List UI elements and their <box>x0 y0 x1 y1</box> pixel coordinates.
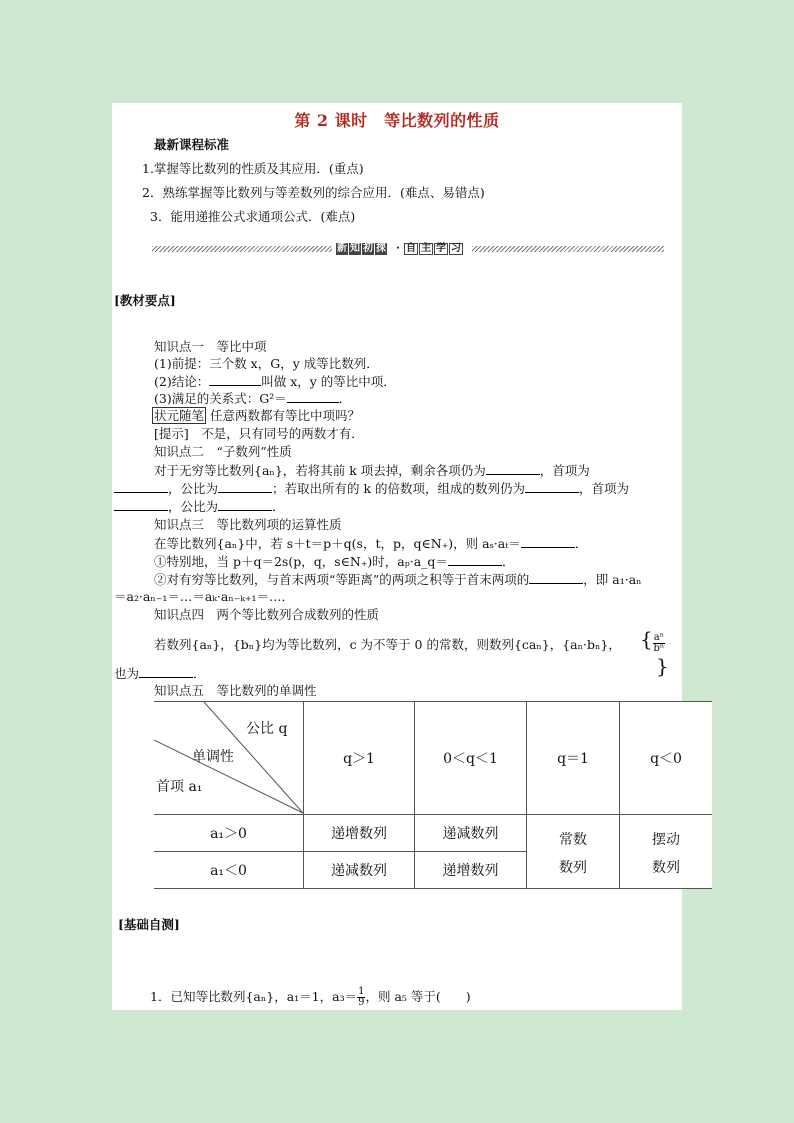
k3-line1: 在等比数列{aₙ}中，若 s＋t＝p＋q(s，t，p，q∈N₊)，则 aₛ·aₜ＝ ． <box>154 536 588 551</box>
k2-line2: ，公比为 ；若取出所有的 k 的倍数项，组成的数列仍为 ，首项为 <box>114 480 629 497</box>
answer-blank[interactable] <box>218 480 272 493</box>
k2-title: 知识点二 “子数列”性质 <box>154 444 292 459</box>
section-banner: 新 知 初 探 · 自 主 学 习 <box>152 243 664 255</box>
header-q-lt-0: q＜0 <box>650 751 682 767</box>
question-1: 1．已知等比数列{aₙ}，a₁＝1，a₃＝ $\frac{1}{9}$ ，则 a₅ 等于( ) <box>150 986 471 1008</box>
k1-line3: (3)满足的关系式：G²＝ ． <box>154 391 352 406</box>
corner-first-term-label: 首项 a₁ <box>156 779 203 795</box>
section-heading-materials: [教材要点] <box>114 293 176 308</box>
k1-line2: (2)结论： 叫做 x，y 的等比中项． <box>154 374 396 389</box>
tip-badge: 状元随笔 <box>154 408 205 423</box>
answer-blank[interactable] <box>486 462 540 475</box>
standard-item-2: 2．熟练掌握等比数列与等差数列的综合应用．(难点、易错点) <box>142 185 485 200</box>
standard-item-1: 1.掌握等比数列的性质及其应用．(重点) <box>142 161 364 176</box>
answer-blank[interactable] <box>218 498 272 511</box>
cell-oscillating-sequence: 摆动 数列 <box>652 832 680 876</box>
answer-blank[interactable] <box>448 553 502 566</box>
standards-heading: 最新课程标准 <box>154 137 230 152</box>
corner-ratio-label: 公比 q <box>246 721 288 737</box>
standard-item-3: 3．能用递推公式求通项公式．(难点) <box>150 209 356 224</box>
k1-tip: 状元随笔 任意两数都有等比中项吗？ <box>154 408 361 423</box>
answer-blank[interactable] <box>525 480 579 493</box>
cell-increasing: 递增数列 <box>442 863 499 879</box>
k2-line3: ，公比为 ． <box>114 498 285 515</box>
monotonicity-table <box>154 701 712 889</box>
k2-line1: 对于无穷等比数列{aₙ}，若将其前 k 项去掉，剩余各项仍为 ，首项为 <box>154 463 590 478</box>
k1-title: 知识点一 等比中项 <box>154 339 267 354</box>
answer-blank[interactable] <box>529 571 583 584</box>
banner-right: 自 主 学 习 <box>406 243 461 254</box>
cell-constant-sequence: 常数 数列 <box>559 832 587 876</box>
k1-hint: [提示] 不是，只有同号的两数才有． <box>154 426 364 441</box>
header-q-eq-1: q＝1 <box>557 751 589 767</box>
header-q-gt-1: q＞1 <box>343 751 375 767</box>
banner-left: 新 知 初 探 <box>337 243 386 254</box>
answer-blank[interactable] <box>114 480 168 493</box>
answer-blank[interactable] <box>114 498 168 511</box>
header-q-between-0-1: 0＜q＜1 <box>443 751 498 767</box>
row-label-a1-positive: a₁＞0 <box>210 826 247 842</box>
page-title: 第 2 课时 等比数列的性质 <box>294 111 500 130</box>
answer-blank[interactable] <box>521 535 575 548</box>
k4-fraction-set: { $\frac{\text{aⁿ}}{\text{bⁿ}}$ } <box>640 627 669 678</box>
row-label-a1-negative: a₁＜0 <box>210 863 247 879</box>
k3-line4: ＝a₂·aₙ₋₁＝…＝aₖ·aₙ₋ₖ₊₁＝…． <box>114 589 295 604</box>
k5-title: 知识点五 等比数列的单调性 <box>154 683 317 698</box>
k1-line1: (1)前提：三个数 x，G，y 成等比数列． <box>154 356 379 371</box>
section-heading-self-test: [基础自测] <box>118 917 180 932</box>
k3-line2: ①特别地，当 p＋q＝2s(p，q，s∈N₊)时，aₚ·a_q＝ ． <box>154 554 515 569</box>
k4-line1: 若数列{aₙ}，{bₙ}均为等比数列，c 为不等于 0 的常数，则数列{caₙ}，{aₙ·bₙ}， <box>154 637 621 652</box>
cell-decreasing: 递减数列 <box>331 863 387 879</box>
answer-blank[interactable] <box>139 665 193 678</box>
answer-blank[interactable] <box>209 373 261 386</box>
k3-title: 知识点三 等比数列项的运算性质 <box>154 517 342 532</box>
k3-line3: ②对有穷等比数列，与首末两项“等距离”的两项之积等于首末两项的 ，即 a₁·aₙ <box>154 572 642 587</box>
corner-monotonicity-label: 单调性 <box>192 749 234 765</box>
answer-blank[interactable] <box>287 390 339 403</box>
k4-title: 知识点四 两个等比数列合成数列的性质 <box>154 607 380 622</box>
fraction-one-ninth: $\frac{1}{9}$ <box>358 986 365 1008</box>
cell-decreasing: 递减数列 <box>442 826 499 842</box>
cell-increasing: 递增数列 <box>331 826 387 842</box>
k4-line2: 也为 ． <box>114 666 206 681</box>
